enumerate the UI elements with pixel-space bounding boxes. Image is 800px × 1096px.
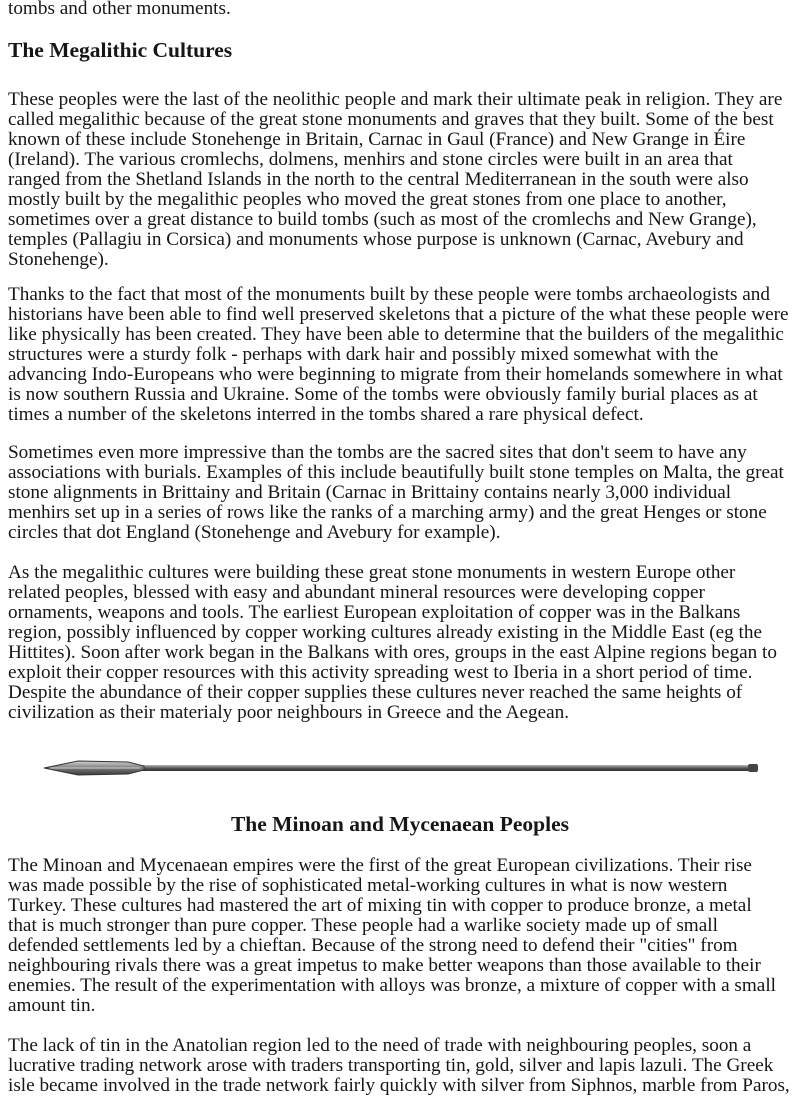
section-heading-megalithic: The Megalithic Cultures xyxy=(8,38,233,62)
text-line: The Minoan and Mycenaean empires were the first of the great European civilizations. Their rise xyxy=(8,855,752,876)
continued-text-line: tombs and other monuments. xyxy=(8,0,231,19)
text-line: stone alignments in Brittainy and Britain (Carnac in Brittainy contains nearly 3,000 individual xyxy=(8,482,732,503)
text-line: Thanks to the fact that most of the monuments built by these people were tombs archaeologists and xyxy=(8,284,770,305)
text-line: menhirs set up in a series of rows like the ranks of a marching army) and the great Henges or stone xyxy=(8,502,767,523)
text-line: sometimes over a great distance to build tombs (such as most of the cromlechs and New Grange), xyxy=(8,209,757,230)
text-line: that is much stronger than pure copper. These people had a warlike society made up of small xyxy=(8,915,718,936)
text-line: Sometimes even more impressive than the tombs are the sacred sites that don't seem to have any xyxy=(8,442,747,463)
text-line: lucrative trading network arose with traders transporting tin, gold, silver and lapis lazuli. The Greek xyxy=(8,1055,774,1076)
text-line: defended settlements led by a chieftan. Because of the strong need to defend their "cities" from xyxy=(8,935,738,956)
text-line: advancing Indo-Europeans who were beginning to migrate from their homelands somewhere in what xyxy=(8,364,783,385)
text-line: region, possibly influenced by copper working cultures already existing in the Middle East (eg the xyxy=(8,622,762,643)
text-line: structures were a sturdy folk - perhaps with dark hair and possibly mixed somewhat with the xyxy=(8,344,719,365)
text-line: Despite the abundance of their copper supplies these cultures never reached the same heights of xyxy=(8,682,743,703)
text-line: Hittites). Soon after work began in the Balkans with ores, groups in the east Alpine regions began to xyxy=(8,642,777,663)
text-line: associations with burials. Examples of this include beautifully built stone temples on Malta, the great xyxy=(8,462,784,483)
text-line: circles that dot England (Stonehenge and Avebury for example). xyxy=(8,522,501,543)
text-line: (Ireland). The various cromlechs, dolmens, menhirs and stone circles were built in an area that xyxy=(8,149,733,170)
text-line: mostly built by the megalithic peoples who moved the great stones from one place to another, xyxy=(8,189,727,210)
text-line: related peoples, blessed with easy and abundant mineral resources were developing copper xyxy=(8,582,705,603)
text-line: historians have been able to find well preserved skeletons that a picture of the what these people were xyxy=(8,304,789,325)
section-heading-minoan-mycenaean: The Minoan and Mycenaean Peoples xyxy=(230,812,570,836)
text-line: The lack of tin in the Anatolian region led to the need of trade with neighbouring peoples, soon a xyxy=(8,1035,752,1056)
text-line: civilization as their materialy poor neighbours in Greece and the Aegean. xyxy=(8,702,570,723)
text-line: known of these include Stonehenge in Britain, Carnac in Gaul (France) and New Grange in Éire xyxy=(8,129,746,150)
text-line: These peoples were the last of the neolithic people and mark their ultimate peak in religion. They are xyxy=(8,89,783,110)
text-line: exploit their copper resources with this activity spreading west to Iberia in a short period of time. xyxy=(8,662,753,683)
text-line: amount tin. xyxy=(8,995,96,1016)
text-line: As the megalithic cultures were building these great stone monuments in western Europe other xyxy=(8,562,736,583)
spear-icon xyxy=(40,753,760,783)
text-line: times a number of the skeletons interred in the tombs shared a rare physical defect. xyxy=(8,404,644,425)
text-line: temples (Pallagiu in Corsica) and monuments whose purpose is unknown (Carnac, Avebury and xyxy=(8,229,744,250)
text-line: was made possible by the rise of sophisticated metal-working cultures in what is now western xyxy=(8,875,728,896)
text-line: neighbouring rivals there was a great impetus to make better weapons than those available to their xyxy=(8,955,761,976)
text-line: isle became involved in the trade network fairly quickly with silver from Siphnos, marble from Paros, xyxy=(8,1075,790,1096)
text-line: called megalithic because of the great stone monuments and graves that they built. Some of the best xyxy=(8,109,774,130)
text-line: Turkey. These cultures had mastered the art of mixing tin with copper to produce bronze, a metal xyxy=(8,895,752,916)
text-line: Stonehenge). xyxy=(8,249,109,270)
text-line: ornaments, weapons and tools. The earliest European exploitation of copper was in the Balkans xyxy=(8,602,741,623)
text-line: like physically has been created. They have been able to determine that the builders of the megalithic xyxy=(8,324,784,345)
text-line: ranged from the Shetland Islands in the north to the central Mediterranean in the south were also xyxy=(8,169,749,190)
text-line: enemies. The result of the experimentation with alloys was bronze, a mixture of copper with a small xyxy=(8,975,776,996)
text-line: is now southern Russia and Ukraine. Some of the tombs were obviously family burial places as at xyxy=(8,384,758,405)
